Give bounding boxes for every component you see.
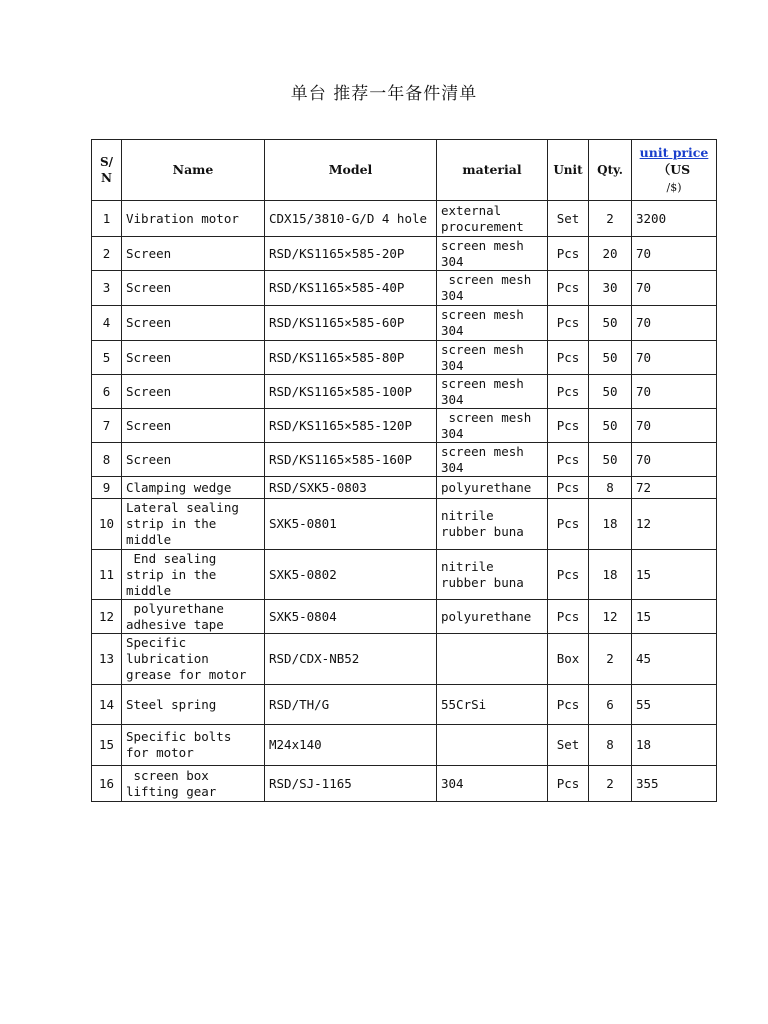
sn-cell: 12 bbox=[92, 600, 122, 634]
header-price-currency: /$) bbox=[666, 181, 682, 194]
name-cell: screen box lifting gear bbox=[122, 766, 265, 802]
sn-cell: 13 bbox=[92, 634, 122, 685]
unit-cell: Pcs bbox=[548, 443, 589, 477]
sn-cell: 2 bbox=[92, 237, 122, 271]
name-cell: Screen bbox=[122, 443, 265, 477]
model-cell: RSD/KS1165×585-120P bbox=[265, 409, 437, 443]
table-row bbox=[92, 237, 717, 271]
price-cell: 45 bbox=[632, 634, 717, 685]
qty-cell: 50 bbox=[589, 443, 632, 477]
model-cell: RSD/KS1165×585-40P bbox=[265, 271, 437, 306]
material-cell: screen mesh 304 bbox=[437, 271, 548, 306]
name-cell: Steel spring bbox=[122, 685, 265, 725]
sn-cell: 3 bbox=[92, 271, 122, 306]
model-cell: RSD/CDX-NB52 bbox=[265, 634, 437, 685]
qty-cell: 2 bbox=[589, 766, 632, 802]
material-cell: screen mesh 304 bbox=[437, 375, 548, 409]
price-cell: 55 bbox=[632, 685, 717, 725]
qty-cell: 2 bbox=[589, 634, 632, 685]
name-cell: Clamping wedge bbox=[122, 477, 265, 499]
material-cell: screen mesh 304 bbox=[437, 443, 548, 477]
qty-cell: 50 bbox=[589, 306, 632, 341]
model-cell: RSD/TH/G bbox=[265, 685, 437, 725]
name-cell: Screen bbox=[122, 341, 265, 375]
table-row bbox=[92, 271, 717, 306]
sn-cell: 5 bbox=[92, 341, 122, 375]
model-cell: SXK5-0804 bbox=[265, 600, 437, 634]
material-cell: polyurethane bbox=[437, 477, 548, 499]
model-cell: RSD/SXK5-0803 bbox=[265, 477, 437, 499]
material-cell: screen mesh 304 bbox=[437, 306, 548, 341]
model-cell: RSD/KS1165×585-60P bbox=[265, 306, 437, 341]
name-cell: Specific lubrication grease for motor bbox=[122, 634, 265, 685]
price-cell: 3200 bbox=[632, 201, 717, 237]
header-unit-price bbox=[632, 140, 717, 201]
model-cell: RSD/KS1165×585-20P bbox=[265, 237, 437, 271]
header-row bbox=[92, 140, 717, 201]
material-cell: 55CrSi bbox=[437, 685, 548, 725]
model-cell: RSD/KS1165×585-80P bbox=[265, 341, 437, 375]
unit-cell: Pcs bbox=[548, 375, 589, 409]
header-unit: Unit bbox=[548, 140, 589, 201]
qty-cell: 30 bbox=[589, 271, 632, 306]
qty-cell: 50 bbox=[589, 375, 632, 409]
name-cell: Screen bbox=[122, 271, 265, 306]
unit-cell: Box bbox=[548, 634, 589, 685]
name-cell: Screen bbox=[122, 306, 265, 341]
header-material: material bbox=[437, 140, 548, 201]
material-cell: nitrile rubber buna bbox=[437, 550, 548, 600]
table-row bbox=[92, 306, 717, 341]
table-row bbox=[92, 443, 717, 477]
unit-cell: Pcs bbox=[548, 409, 589, 443]
qty-cell: 20 bbox=[589, 237, 632, 271]
unit-cell: Pcs bbox=[548, 306, 589, 341]
sn-cell: 9 bbox=[92, 477, 122, 499]
material-cell bbox=[437, 634, 548, 685]
model-cell: SXK5-0802 bbox=[265, 550, 437, 600]
qty-cell: 8 bbox=[589, 477, 632, 499]
unit-cell: Pcs bbox=[548, 477, 589, 499]
table-body bbox=[92, 201, 717, 802]
sn-cell: 7 bbox=[92, 409, 122, 443]
name-cell: polyurethane adhesive tape bbox=[122, 600, 265, 634]
price-cell: 15 bbox=[632, 550, 717, 600]
material-cell: nitrile rubber buna bbox=[437, 499, 548, 550]
unit-cell: Pcs bbox=[548, 341, 589, 375]
header-price-currency-open: （US bbox=[657, 162, 691, 177]
model-cell: CDX15/3810-G/D 4 hole bbox=[265, 201, 437, 237]
price-cell: 70 bbox=[632, 306, 717, 341]
sn-cell: 11 bbox=[92, 550, 122, 600]
header-qty: Qty. bbox=[589, 140, 632, 201]
name-cell: Screen bbox=[122, 237, 265, 271]
table-row bbox=[92, 409, 717, 443]
material-cell: screen mesh 304 bbox=[437, 341, 548, 375]
price-cell: 72 bbox=[632, 477, 717, 499]
model-cell: SXK5-0801 bbox=[265, 499, 437, 550]
price-cell: 12 bbox=[632, 499, 717, 550]
unit-cell: Pcs bbox=[548, 499, 589, 550]
model-cell: RSD/KS1165×585-100P bbox=[265, 375, 437, 409]
sn-cell: 1 bbox=[92, 201, 122, 237]
header-sn: S/ N bbox=[92, 140, 122, 201]
unit-price-link[interactable]: unit price bbox=[639, 145, 709, 160]
qty-cell: 18 bbox=[589, 499, 632, 550]
material-cell bbox=[437, 725, 548, 766]
header-model: Model bbox=[265, 140, 437, 201]
header-name: Name bbox=[122, 140, 265, 201]
price-cell: 70 bbox=[632, 443, 717, 477]
table-row bbox=[92, 600, 717, 634]
table-row bbox=[92, 375, 717, 409]
material-cell: screen mesh 304 bbox=[437, 237, 548, 271]
name-cell: End sealing strip in the middle bbox=[122, 550, 265, 600]
table-row bbox=[92, 499, 717, 550]
qty-cell: 18 bbox=[589, 550, 632, 600]
qty-cell: 8 bbox=[589, 725, 632, 766]
unit-cell: Pcs bbox=[548, 600, 589, 634]
table-row bbox=[92, 341, 717, 375]
qty-cell: 12 bbox=[589, 600, 632, 634]
material-cell: 304 bbox=[437, 766, 548, 802]
qty-cell: 6 bbox=[589, 685, 632, 725]
price-cell: 355 bbox=[632, 766, 717, 802]
sn-cell: 8 bbox=[92, 443, 122, 477]
table-row bbox=[92, 685, 717, 725]
sn-cell: 4 bbox=[92, 306, 122, 341]
price-cell: 70 bbox=[632, 271, 717, 306]
spare-parts-table bbox=[91, 139, 717, 802]
table-row bbox=[92, 201, 717, 237]
name-cell: Specific bolts for motor bbox=[122, 725, 265, 766]
table-row bbox=[92, 550, 717, 600]
price-cell: 18 bbox=[632, 725, 717, 766]
sn-cell: 16 bbox=[92, 766, 122, 802]
unit-cell: Pcs bbox=[548, 550, 589, 600]
page-title: 单台 推荐一年备件清单 bbox=[290, 84, 478, 104]
name-cell: Screen bbox=[122, 375, 265, 409]
price-cell: 70 bbox=[632, 409, 717, 443]
table-row bbox=[92, 634, 717, 685]
material-cell: external procurement bbox=[437, 201, 548, 237]
sn-cell: 15 bbox=[92, 725, 122, 766]
unit-cell: Pcs bbox=[548, 685, 589, 725]
price-cell: 70 bbox=[632, 237, 717, 271]
sn-cell: 6 bbox=[92, 375, 122, 409]
unit-cell: Pcs bbox=[548, 237, 589, 271]
name-cell: Lateral sealing strip in the middle bbox=[122, 499, 265, 550]
price-cell: 70 bbox=[632, 375, 717, 409]
sn-cell: 10 bbox=[92, 499, 122, 550]
unit-cell: Pcs bbox=[548, 271, 589, 306]
table-row bbox=[92, 477, 717, 499]
qty-cell: 50 bbox=[589, 409, 632, 443]
material-cell: polyurethane bbox=[437, 600, 548, 634]
unit-cell: Set bbox=[548, 201, 589, 237]
qty-cell: 2 bbox=[589, 201, 632, 237]
sn-cell: 14 bbox=[92, 685, 122, 725]
model-cell: RSD/SJ-1165 bbox=[265, 766, 437, 802]
model-cell: M24x140 bbox=[265, 725, 437, 766]
price-cell: 15 bbox=[632, 600, 717, 634]
name-cell: Screen bbox=[122, 409, 265, 443]
model-cell: RSD/KS1165×585-160P bbox=[265, 443, 437, 477]
price-cell: 70 bbox=[632, 341, 717, 375]
name-cell: Vibration motor bbox=[122, 201, 265, 237]
unit-cell: Set bbox=[548, 725, 589, 766]
unit-cell: Pcs bbox=[548, 766, 589, 802]
table-row bbox=[92, 725, 717, 766]
table-row bbox=[92, 766, 717, 802]
material-cell: screen mesh 304 bbox=[437, 409, 548, 443]
qty-cell: 50 bbox=[589, 341, 632, 375]
